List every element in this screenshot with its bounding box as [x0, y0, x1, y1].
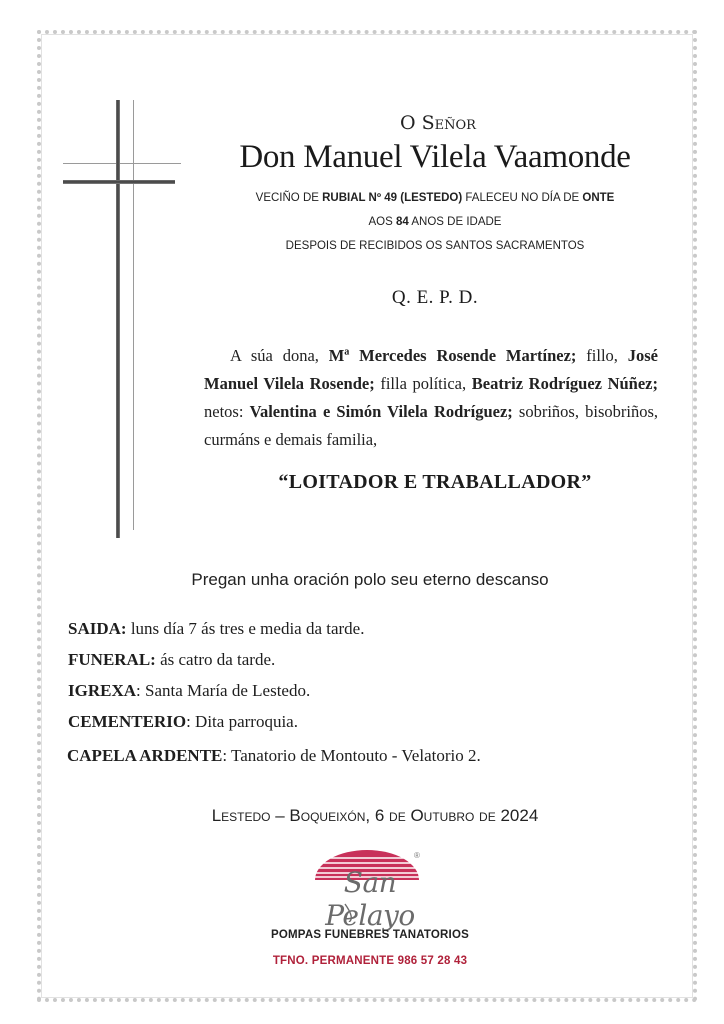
detail-igrexa: IGREXA: Santa María de Lestedo.: [68, 681, 311, 700]
cross-shadow-vertical: [133, 100, 134, 530]
family-paragraph: A súa dona, Mª Mercedes Rosende Martínez; fillo, José Manuel Vilela Rosende; filla política, Beatriz Rodríguez Núñez; netos: Valentina e Simón Vilela Rodríguez; sobriños, bisobriños, curmáns e demais familia,: [204, 346, 659, 449]
place-date: Lestedo – Boqueixón, 6 de Outubro de 2024: [211, 806, 539, 825]
registered-mark: ®: [414, 851, 420, 860]
residence-line: VECIÑO DE RUBIAL Nº 49 (LESTEDO) FALECEU NO DÍA DE ONTE: [255, 192, 615, 204]
detail-funeral: FUNERAL: ás catro da tarde.: [68, 650, 276, 669]
company-name: POMPAS FUNEBRES TANATORIOS: [271, 929, 469, 941]
detail-saida: SAIDA: luns día 7 ás tres e media da tarde.: [68, 619, 365, 638]
logo-wordmark: San Pelayo: [325, 866, 415, 932]
prayer-line: Pregan unha oración polo seu eterno descanso: [191, 570, 549, 589]
detail-cementerio: CEMENTERIO: Dita parroquia.: [68, 712, 298, 731]
detail-capela-ardente: CAPELA ARDENTE: Tanatorio de Montouto - Velatorio 2.: [67, 746, 481, 765]
sacraments-line: DESPOIS DE RECIBIDOS OS SANTOS SACRAMENTOS: [285, 240, 585, 252]
age-line: AOS 84 ANOS DE IDADE: [368, 216, 502, 228]
cross-shadow-horizontal: [63, 163, 181, 164]
motto: “LOITADOR E TRABALLADOR”: [278, 471, 592, 493]
salutation: O Señor: [400, 112, 476, 134]
company-phone: TFNO. PERMANENTE 986 57 28 43: [272, 955, 468, 967]
qepd: Q. E. P. D.: [391, 287, 479, 308]
deceased-name: Don Manuel Vilela Vaamonde: [239, 139, 631, 175]
cross-vertical-bar: [116, 100, 120, 538]
cross-horizontal-bar: [63, 180, 175, 184]
